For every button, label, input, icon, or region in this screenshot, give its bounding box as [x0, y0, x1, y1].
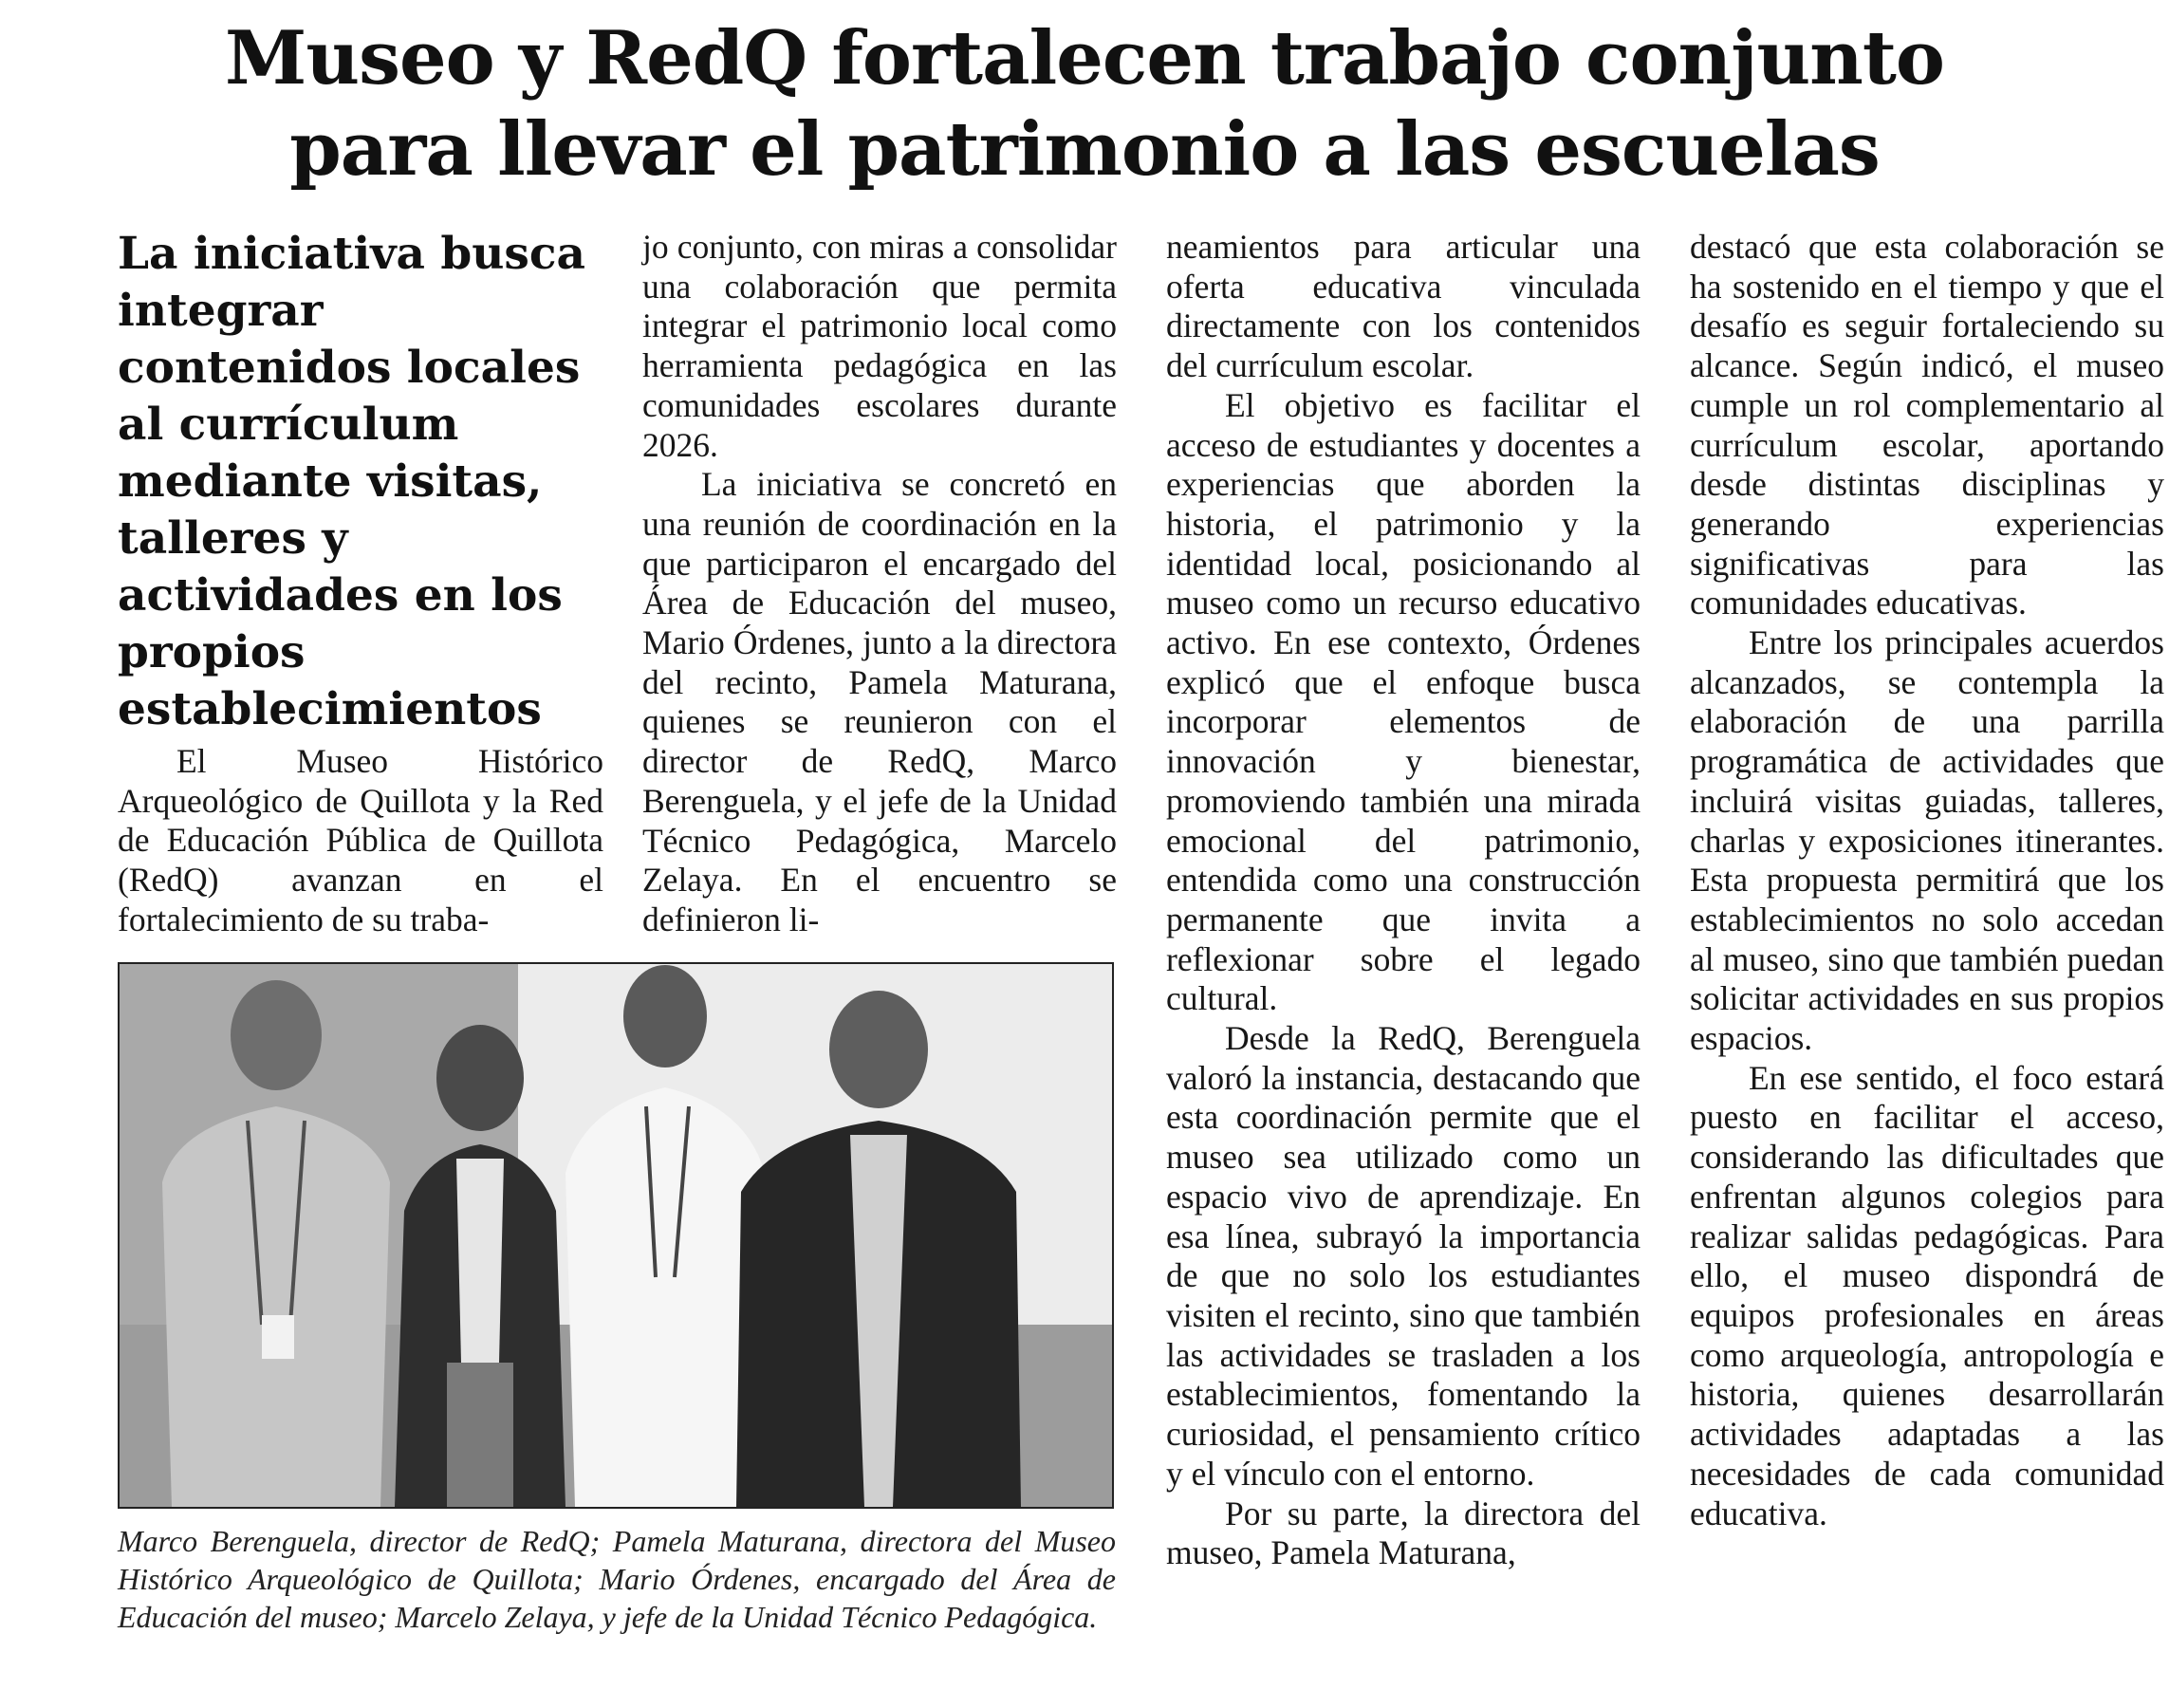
paragraph: El Museo Histórico Arqueológico de Quillota y la Red de Educación Pública de Quillota (RedQ) avanzan en el fortalecimiento de su traba-: [118, 742, 603, 938]
headline-line-1: Museo y RedQ fortalecen trabajo conjunto: [225, 15, 1944, 102]
group-photo-illustration: [120, 964, 1112, 1507]
paragraph: destacó que esta colaboración se ha sostenido en el tiempo y que el desafío es seguir fortaleciendo su alcance. Según indicó, el museo cumple un rol complementario al currículum escolar, aportando desde distintas disciplinas y generando experiencias significativas para las comunidades educativas.: [1690, 228, 2164, 622]
headline-line-2: para llevar el patrimonio a las escuelas: [289, 106, 1880, 193]
paragraph: Por su parte, la directora del museo, Pamela Maturana,: [1166, 1494, 1641, 1572]
paragraph: neamientos para articular una oferta educativa vinculada directamente con los contenidos del currículum escolar.: [1166, 228, 1641, 385]
paragraph: Entre los principales acuerdos alcanzados, se contempla la elaboración de una parrilla programática de actividades que incluirá visitas guiadas, talleres, charlas y exposiciones itinerantes. Esta propuesta permitirá que los establecimientos no solo accedan al museo, sino que también puedan solicitar actividades en sus propios espacios.: [1690, 623, 2164, 1058]
article-headline: [0, 13, 2169, 195]
column-2: [642, 228, 1117, 940]
paragraph: Desde la RedQ, Berenguela valoró la instancia, destacando que esta coordinación permite que el museo sea utilizado como un espacio vivo de aprendizaje. En esa línea, subrayó la importancia de que no solo los estudiantes visiten el recinto, sino que también las actividades se trasladen a los establecimientos, fomentando la curiosidad, el pensamiento crítico y el vínculo con el entorno.: [1166, 1019, 1641, 1493]
paragraph: jo conjunto, con miras a consolidar una colaboración que permita integrar el patrimonio local como herramienta pedagógica en las comunidades escolares durante 2026.: [642, 228, 1117, 464]
paragraph: En ese sentido, el foco estará puesto en facilitar el acceso, considerando las dificultades que enfrentan algunos colegios para realizar salidas pedagógicas. Para ello, el museo dispondrá de equipos profesionales en áreas como arqueología, antropología e historia, quienes desarrollarán actividades adaptadas a las necesidades de cada comunidad educativa.: [1690, 1058, 2164, 1532]
article-subheadline: La iniciativa busca integrar contenidos locales al currículum mediante visitas, talleres y actividades en los propios establecimientos: [118, 228, 585, 735]
column-4: [1690, 228, 2164, 1533]
photo-caption: Marco Berenguela, director de RedQ; Pamela Maturana, directora del Museo Histórico Arqueológico de Quillota; Mario Órdenes, encargado del Área de Educación del museo; Marcelo Zelaya, y jefe de la Unidad Técnico Pedagógica.: [118, 1524, 1116, 1634]
paragraph: El objetivo es facilitar el acceso de estudiantes y docentes a experiencias que aborden la historia, el patrimonio y la identidad local, posicionando al museo como un recurso educativo activo. En ese contexto, Órdenes explicó que el enfoque busca incorporar elementos de innovación y bienestar, promoviendo también una mirada emocional del patrimonio, entendida como una construcción permanente que invita a reflexionar sobre el legado cultural.: [1166, 385, 1641, 1018]
column-3: [1166, 228, 1641, 1573]
group-photo: [118, 962, 1114, 1509]
paragraph: La iniciativa se concretó en una reunión de coordinación en la que participaron el encargado del Área de Educación del museo, Mario Órdenes, junto a la directora del recinto, Pamela Maturana, quienes se reunieron con el director de RedQ, Marco Berenguela, y el jefe de la Unidad Técnico Pedagógica, Marcelo Zelaya. En el encuentro se definieron li-: [642, 465, 1117, 938]
column-1: [118, 742, 603, 940]
